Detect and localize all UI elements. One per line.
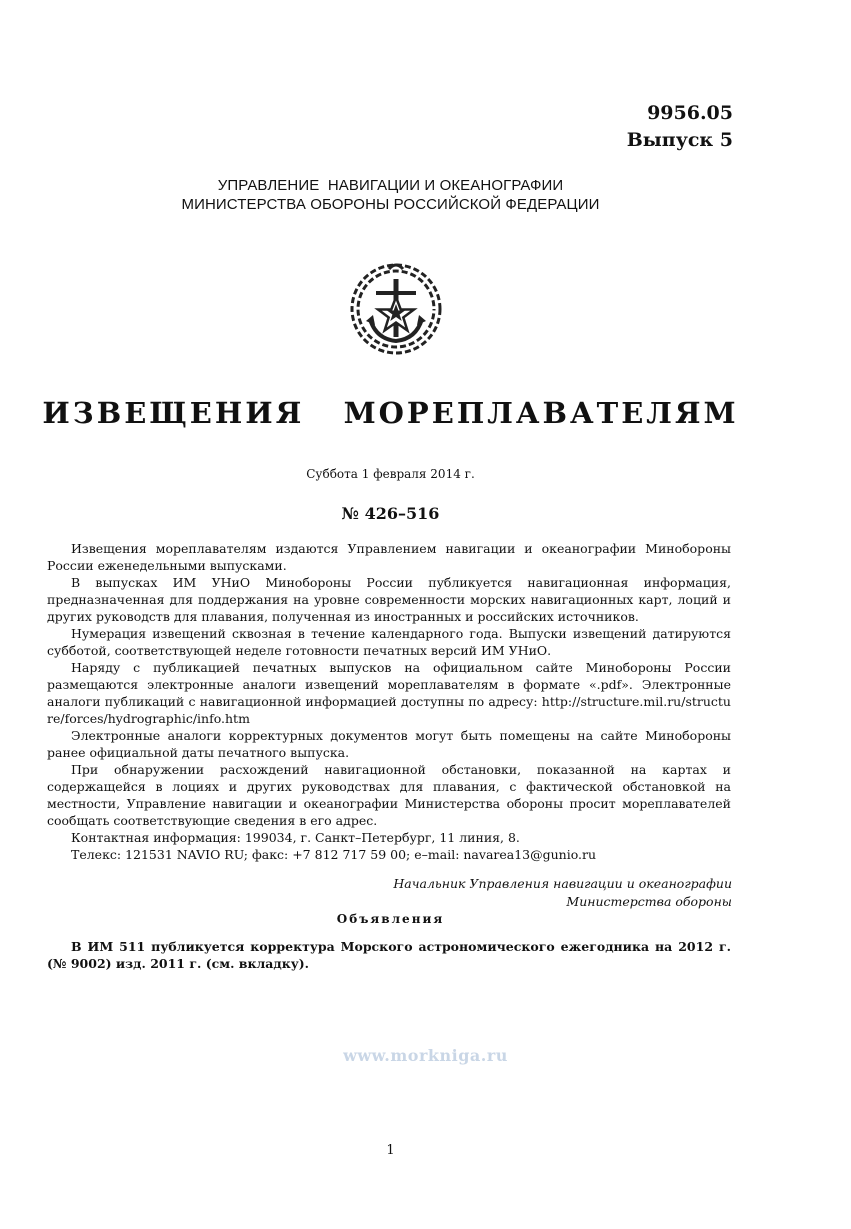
paragraph-2: В выпусках ИМ УНиО Минобороны России публикуется навигационная информация, предназначенная для поддержания на уровне современности морских навигационных карт, лоций и других руководств для плавания, полученная из иностранных и российских источников. bbox=[47, 575, 731, 624]
signature-block bbox=[393, 875, 732, 911]
watermark: www.morkniga.ru bbox=[343, 1046, 508, 1065]
paragraph-4-text: Наряду с публикацией печатных выпусков на официальном сайте Минобороны России размещаются электронные аналоги извещений мореплавателям в формате «.pdf». Электронные аналоги публикаций с навигационной информацией доступны по адресу: bbox=[47, 660, 731, 709]
page-number: 1 bbox=[386, 1143, 395, 1158]
intro-text bbox=[47, 540, 731, 863]
issue-date: Суббота 1 февраля 2014 г. bbox=[306, 467, 475, 481]
agency-line-2: МИНИСТЕРСТВА ОБОРОНЫ РОССИЙСКОЙ ФЕДЕРАЦИИ bbox=[181, 196, 600, 213]
paragraph-3: Нумерация извещений сквозная в течение календарного года. Выпуски извещений датируются субботой, соответствующей неделе готовности печатных версий ИМ УНиО. bbox=[47, 626, 731, 658]
agency-name bbox=[0, 176, 781, 214]
document-code-block bbox=[627, 100, 733, 154]
issue-label: Выпуск 5 bbox=[626, 129, 733, 151]
signature-line-2: Министерства обороны bbox=[566, 894, 732, 909]
signature-line-1: Начальник Управления навигации и океанографии bbox=[393, 876, 732, 891]
telex-fax-email: Телекс: 121531 NAVIO RU; факс: +7 812 717 59 00; e–mail: navarea13@gunio.ru bbox=[71, 847, 597, 862]
announcement-text: В ИМ 511 публикуется корректура Морского астрономического ежегодника на 2012 г. (№ 9002) изд. 2011 г. (см. вкладку). bbox=[47, 939, 731, 971]
main-title: ИЗВЕЩЕНИЯ МОРЕПЛАВАТЕЛЯМ bbox=[42, 396, 739, 430]
paragraph-6: При обнаружении расхождений навигационной обстановки, показанной на картах и содержащейся в лоциях и других руководствах для плавания, с фактической обстановкой на местности, Управление навигации и океанографии Министерства обороны просит мореплавателей сообщать соответствующие сведения в его адрес. bbox=[47, 762, 731, 828]
announcements-heading: Объявления bbox=[336, 912, 445, 926]
paragraph-5: Электронные аналоги корректурных документов могут быть помещены на сайте Минобороны ранее официальной даты печатного выпуска. bbox=[47, 728, 731, 760]
document-code: 9956.05 bbox=[647, 102, 733, 124]
paragraph-1: Извещения мореплавателям издаются Управлением навигации и океанографии Минобороны России еженедельными выпусками. bbox=[47, 541, 731, 573]
paragraph-4 bbox=[47, 659, 731, 727]
agency-line-1: УПРАВЛЕНИЕ НАВИГАЦИИ И ОКЕАНОГРАФИИ bbox=[217, 177, 564, 194]
contact-info: Контактная информация: 199034, г. Санкт–Петербург, 11 линия, 8. bbox=[71, 830, 520, 845]
website-link[interactable]: http://structure.mil.ru/structure/forces/hydrographic/info.htm bbox=[47, 694, 731, 726]
notice-numbers: № 426–516 bbox=[341, 504, 440, 523]
anchor-star-chain-emblem-icon bbox=[346, 259, 446, 359]
